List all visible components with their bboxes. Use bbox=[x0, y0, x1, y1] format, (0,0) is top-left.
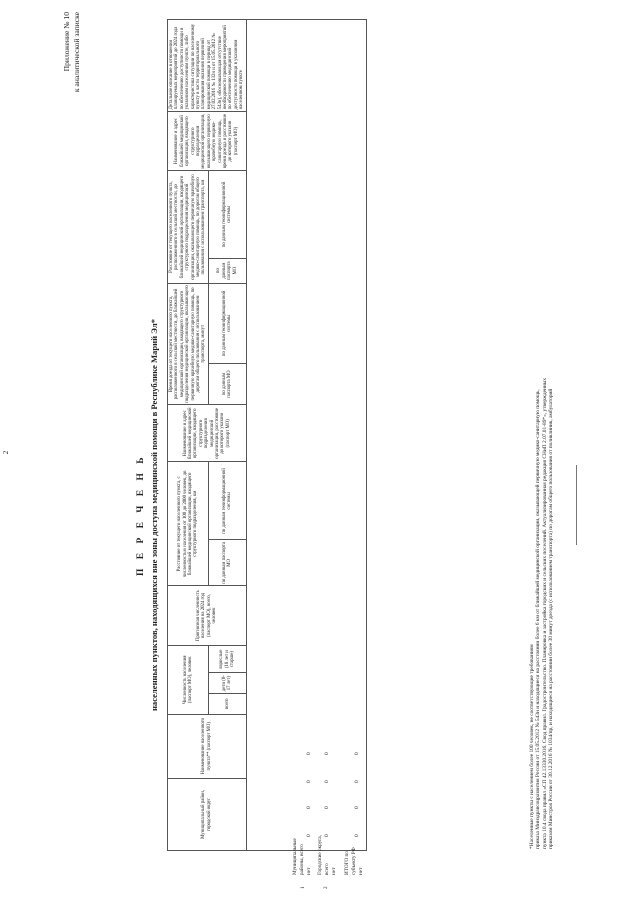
header-dist100-passport: по данным паспорта МО bbox=[208, 540, 246, 586]
header-distance-100: Расстояние от текущего населенного пункта, с численностью населения от 100 до 2000 человек, до ближайшей медицинской организации, входящего структурного подразделения, км bbox=[168, 462, 209, 586]
header-pop-adults: взрослые (18 лет и старше) bbox=[208, 645, 246, 673]
total-name-line-1: ИТОГО по bbox=[344, 851, 350, 875]
header-rural-name: Наименование и адрес ближайшей медицинской организации, входящего структурного подразделения медицинской организации, оказывающего первичную врачебную медико-санитарную помощь, время доезда и расстояние до которого указано (паспорт МО) bbox=[168, 111, 247, 171]
row-number-1: 1 bbox=[300, 886, 306, 889]
header-distance-rural: Расстояние от текущего населенного пункта, расположенного в сельской местности, до ближайшей медицинской организации, входящего структурного подразделения медицинской организации, оказывающего первичную врачебную медико-санитарную помощь, по дорогам общего пользования с использованием транспорта, км bbox=[168, 171, 209, 283]
appendix-label bbox=[62, 12, 82, 92]
total-value-2: 0 bbox=[354, 806, 360, 809]
title-line-1: П Е Р Е Ч Е Н Ь bbox=[136, 454, 146, 576]
table-body-row bbox=[246, 20, 366, 851]
footnote-line-1: *Населенные пункты с населением более 100 человек, не соответствующие требованиям bbox=[529, 644, 535, 849]
row-2-value-1: 0 bbox=[324, 834, 330, 837]
row-2-name-line-2: всего bbox=[324, 863, 330, 875]
footnotes bbox=[529, 29, 555, 849]
header-details: Детальное описание в отношении планируемых мероприятий до 2024 года по обеспечению доступности помощи в указанном населенном пункте, либо характеристика ситуации по населенному пункту в части территориального планирования оказания первичной медицинской помощи в период от 27.02.2016 № 132н и от 15.05.2012 № 543н), обосновывающая отсутствие необходимости проведения мероприятий по обеспечению медицинской доступности помощи в указанном населенном пункте bbox=[168, 20, 247, 112]
footnote-line-4: приказом Минстроя России от 30.12.2016 № 1034/пр, и находящиеся на расстоянии более 30 минут доезда (с использованием транспорта) по дорогам общего пользования от поликлиник, амбулаторий bbox=[548, 388, 555, 849]
appendix-line-1: Приложение № 10 bbox=[62, 12, 71, 72]
row-2-value-3: 0 bbox=[324, 780, 330, 783]
row-1-name-line-3: нет bbox=[306, 867, 312, 875]
table-header-row-1 bbox=[168, 20, 209, 851]
row-1-value-4: 0 bbox=[306, 752, 312, 755]
header-rural-passport: по данным паспорта МО bbox=[208, 258, 246, 283]
row-1-value-2: 0 bbox=[306, 806, 312, 809]
header-nearest-name: Наименование и адрес ближайшей медицинской организации, входящего структурного подразделения медицинской организации, расстояние до которого указано (паспорт МО) bbox=[168, 405, 247, 462]
footnote-divider bbox=[576, 465, 577, 545]
row-2-name-line-1: Городские округа, bbox=[317, 835, 323, 875]
appendix-line-2: к аналитической записке bbox=[72, 12, 81, 93]
header-settlement: Наименование населенного пункта** (паспорт МО) bbox=[168, 714, 247, 778]
document-title bbox=[136, 235, 159, 795]
page-number: 2 bbox=[2, 450, 10, 455]
header-time-passport: по данным паспорта МО bbox=[208, 363, 246, 404]
total-value-4: 0 bbox=[354, 752, 360, 755]
header-forecast: Прогнозная численность населения на 2024 год (паспорт МО), всего, человек bbox=[168, 586, 247, 646]
row-1-name-line-2: районы, всего bbox=[299, 844, 305, 875]
header-pop-total: всего bbox=[208, 694, 246, 715]
row-1-name-line-1: Муниципальные bbox=[292, 838, 298, 875]
table-body-area bbox=[246, 20, 366, 851]
row-2-value-2: 0 bbox=[324, 806, 330, 809]
total-name-line-3: нет bbox=[358, 867, 364, 875]
footnote-line-2: приказа Минздравсоцразвития России от 15.05.2012 № 543н и находящиеся на расстоянии более 6 км от ближайшей медицинской организации, оказывающей первичную медико-санитарную помощь, bbox=[535, 389, 542, 849]
header-travel-time: Время доезда от текущего населенного пункта, расположенного в сельской местности, до ближайшей медицинской организации, входящего структурного подразделения медицинской организации, оказывающего первичную врачебную медико-санитарную помощь, по дорогам общего пользования с использованием транспорта, минут bbox=[169, 285, 207, 403]
header-time-geo: по данным геоинформационной системы bbox=[208, 283, 246, 363]
header-population: Численность населения (паспорт МО), человек bbox=[168, 645, 209, 714]
title-line-2: населенных пунктов, находящихся вне зоны доступа медицинской помощи в Республике Марий Эл* bbox=[149, 318, 159, 712]
header-rural-geo: по данным геоинформационной системы bbox=[208, 171, 246, 258]
total-value-1: 0 bbox=[354, 834, 360, 837]
total-value-3: 0 bbox=[354, 780, 360, 783]
total-name-line-2: субъекту РФ bbox=[351, 847, 357, 875]
settlements-table bbox=[167, 19, 367, 851]
row-1-value-1: 0 bbox=[306, 834, 312, 837]
header-district: Муниципальный район, городской округ bbox=[168, 778, 247, 850]
header-dist100-geo: по данным геоинформационной системы bbox=[208, 462, 246, 540]
row-number-2: 2 bbox=[323, 886, 329, 889]
header-pop-children: дети (0-17 лет) bbox=[208, 673, 246, 694]
row-1-value-3: 0 bbox=[306, 780, 312, 783]
row-2-name-line-3: нет bbox=[331, 867, 337, 875]
footnote-line-3: пункта 10.4 свода правил «СП 42.13330.2016. Свод правил. Градостроительство. Планировка и застройка городских и сельских поселений. Актуализированная редакция СНиП 2.07.01-89*», утвержденных bbox=[541, 377, 548, 849]
row-2-value-4: 0 bbox=[324, 752, 330, 755]
